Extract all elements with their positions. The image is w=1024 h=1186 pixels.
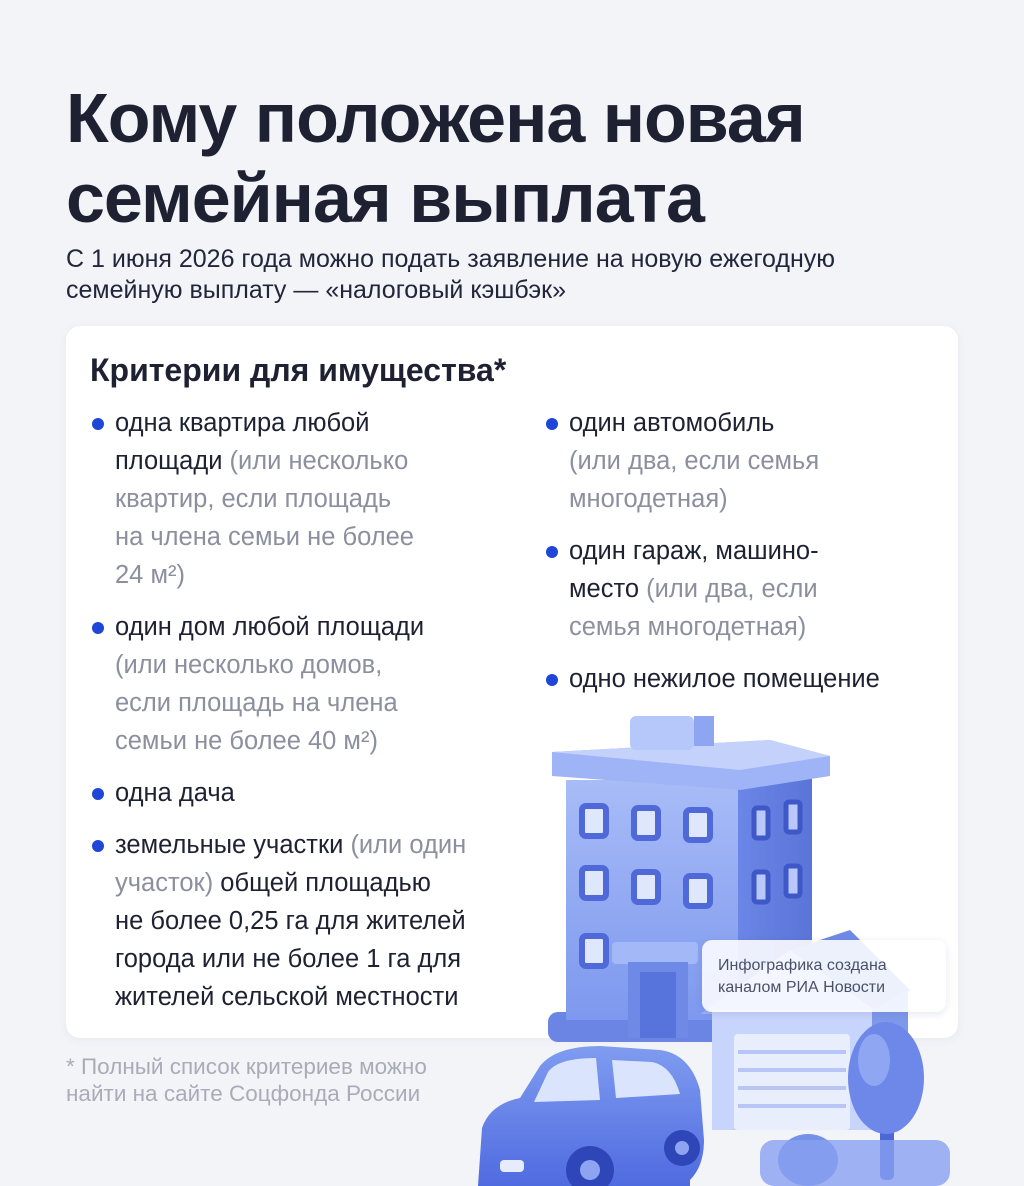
criteria-note: семьи не более 40 м²) [115,727,378,755]
criteria-text: не более 0,25 га для жителей [115,907,466,935]
credit-badge [702,940,946,1012]
footnote-line-1: * Полный список критериев можно [66,1054,427,1079]
subtitle-line-1: С 1 июня 2026 года можно подать заявление на новую ежегодную [66,245,836,273]
criteria-text: площади [115,447,230,475]
criteria-note: многодетная) [569,485,728,513]
subtitle-line-2: семейную выплату — «налоговый кэшбэк» [66,276,566,304]
credit-line-2: каналом РИА Новости [718,979,886,996]
criteria-text: одна дача [115,779,235,807]
criteria-text: один гараж, машино- [569,537,819,565]
criteria-note: семья многодетная) [569,613,807,641]
criteria-note: участок) [115,869,214,897]
criteria-note: 24 м²) [115,561,185,589]
criteria-text: земельные участки [115,831,351,859]
criteria-text: место [569,575,647,603]
criteria-note: (или несколько домов, [115,651,383,679]
criteria-note: на члена семьи не более [115,523,414,551]
criteria-note: (или один [350,831,467,859]
footnote [66,1053,526,1107]
criteria-text: один автомобиль [569,409,775,437]
criteria-text: жителей сельской местности [115,983,459,1011]
criteria-note: квартир, если площадь [115,485,392,513]
footnote-line-2: найти на сайте Соцфонда России [66,1081,421,1106]
criteria-text: одна квартира любой [115,409,370,437]
criteria-text: города или не более 1 га для [115,945,462,973]
criteria-text: общей площадью [213,869,431,897]
criteria-text: одно нежилое помещение [569,665,880,693]
title-line-1: Кому положена новая [66,79,805,157]
criteria-text: один дом любой площади [115,613,425,641]
title-line-2: семейная выплата [66,159,704,237]
card-title: Критерии для имущества* [90,352,507,388]
criteria-note: (или два, если семья [569,447,820,475]
criteria-note: (или несколько [229,447,409,475]
credit-line-1: Инфографика создана [718,957,887,974]
criteria-note: (или два, если [646,575,818,603]
criteria-note: если площадь на члена [115,689,398,717]
